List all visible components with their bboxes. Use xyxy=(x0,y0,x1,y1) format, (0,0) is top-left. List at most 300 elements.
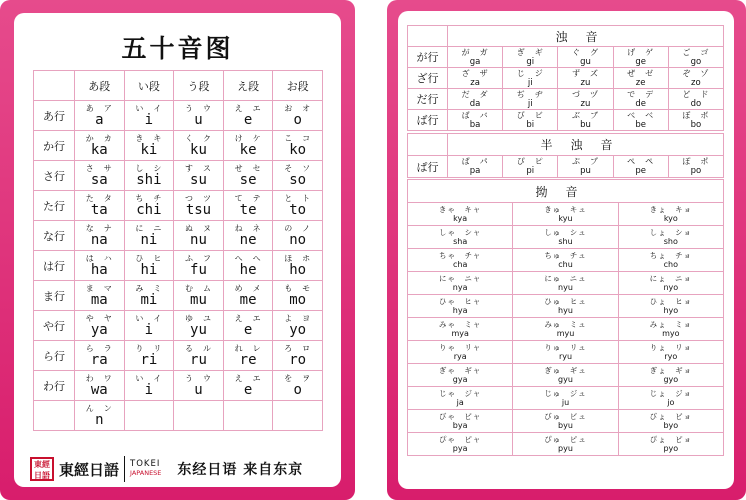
kana-glyphs: で デ xyxy=(627,89,655,99)
seal-char: 語 xyxy=(42,471,50,480)
kana-cell xyxy=(124,311,174,341)
table-row xyxy=(408,410,724,433)
romaji: i xyxy=(144,382,154,398)
kana-cell xyxy=(558,89,613,110)
kana-glyphs: く ク xyxy=(184,134,212,143)
kana-glyphs: ぎゅ ギュ xyxy=(544,365,587,375)
romaji: na xyxy=(90,232,108,248)
kana-glyphs: て テ xyxy=(234,194,262,203)
kana-cell xyxy=(273,311,323,341)
romaji: do xyxy=(690,98,702,109)
romaji: be xyxy=(635,119,646,130)
kana-cell xyxy=(448,156,503,178)
romaji: u xyxy=(194,112,203,128)
romaji: hyu xyxy=(558,305,573,315)
table-row xyxy=(408,272,724,295)
kana-cell xyxy=(618,272,723,295)
kana-glyphs: い イ xyxy=(135,314,163,323)
kana-glyphs: え エ xyxy=(234,374,262,383)
romaji: hya xyxy=(452,305,468,315)
kana-glyphs: す ス xyxy=(184,164,212,173)
row-label: ば行 xyxy=(408,110,448,131)
semi-voiced-table xyxy=(407,133,724,178)
table-row xyxy=(34,311,323,341)
kana-glyphs: な ナ xyxy=(85,224,113,233)
kana-glyphs: も モ xyxy=(284,284,312,293)
romaji: ha xyxy=(90,262,108,278)
romaji: fu xyxy=(190,262,207,278)
kana-cell xyxy=(273,281,323,311)
kana-glyphs: の ノ xyxy=(284,224,312,233)
column-header: お段 xyxy=(273,71,323,101)
kana-cell xyxy=(408,272,513,295)
table-row xyxy=(408,47,724,68)
kana-cell xyxy=(273,401,323,431)
kana-glyphs: え エ xyxy=(234,314,262,323)
kana-glyphs: じゃ ジャ xyxy=(438,388,482,398)
kana-cell xyxy=(273,221,323,251)
romaji: bu xyxy=(580,119,591,130)
romaji: ya xyxy=(90,322,108,338)
kana-cell xyxy=(174,401,224,431)
kana-cell xyxy=(273,131,323,161)
kana-cell xyxy=(503,110,558,131)
romaji: ni xyxy=(140,232,158,248)
romaji: ri xyxy=(140,352,158,368)
kana-cell xyxy=(273,161,323,191)
table-row xyxy=(408,68,724,89)
kana-cell xyxy=(618,318,723,341)
kana-glyphs: ぷ プ xyxy=(571,157,599,166)
romaji: ko xyxy=(289,142,307,158)
section-header-row xyxy=(408,26,724,47)
romaji: su xyxy=(190,172,207,188)
table-row xyxy=(34,191,323,221)
kana-glyphs: ば バ xyxy=(461,110,489,120)
romaji: ra xyxy=(90,352,108,368)
table-row xyxy=(34,101,323,131)
kana-glyphs: ぽ ポ xyxy=(682,157,710,166)
kana-cell xyxy=(75,251,125,281)
kana-glyphs: にょ ニョ xyxy=(649,273,692,283)
romaji: hyo xyxy=(663,305,679,315)
table-row xyxy=(34,341,323,371)
kana-glyphs: じ ジ xyxy=(516,68,544,78)
romaji: ja xyxy=(456,397,464,407)
kana-cell xyxy=(408,226,513,249)
kana-cell xyxy=(223,161,273,191)
kana-glyphs: る ル xyxy=(184,344,212,353)
kana-cell xyxy=(273,371,323,401)
row-label: や行 xyxy=(34,311,75,341)
kana-glyphs: ちょ チョ xyxy=(649,250,692,260)
kana-cell xyxy=(408,410,513,433)
kana-cell xyxy=(75,341,125,371)
kana-cell xyxy=(558,156,613,178)
kana-glyphs: ぞ ゾ xyxy=(682,68,710,78)
brand-name: 東經日語 xyxy=(59,460,120,479)
romaji: kya xyxy=(453,213,468,223)
kana-glyphs: じょ ジョ xyxy=(649,388,692,398)
kana-glyphs: びょ ビョ xyxy=(649,411,693,421)
romaji: yo xyxy=(289,322,307,338)
romaji: u xyxy=(194,382,203,398)
kana-glyphs: ろ ロ xyxy=(284,344,312,353)
romaji: kyo xyxy=(663,213,678,223)
romaji: to xyxy=(289,202,307,218)
kana-cell xyxy=(618,203,723,226)
kana-cell xyxy=(273,251,323,281)
kana-cell xyxy=(618,410,723,433)
romaji: sho xyxy=(663,236,678,246)
kana-cell xyxy=(223,131,273,161)
kana-cell xyxy=(75,101,125,131)
kana-cell xyxy=(618,387,723,410)
kana-cell xyxy=(75,311,125,341)
kana-glyphs: げ ゲ xyxy=(627,47,655,57)
table-row xyxy=(408,226,724,249)
kana-cell xyxy=(174,191,224,221)
romaji: gyo xyxy=(663,374,679,384)
kana-cell xyxy=(75,281,125,311)
kana-glyphs: う ウ xyxy=(184,104,212,113)
kana-cell xyxy=(124,101,174,131)
kana-glyphs: づ ヅ xyxy=(571,89,599,99)
romaji: ma xyxy=(90,292,108,308)
romaji: shi xyxy=(136,172,162,188)
kana-glyphs: り リ xyxy=(135,344,163,353)
kana-glyphs: に ニ xyxy=(135,224,163,233)
table-row xyxy=(34,161,323,191)
kana-glyphs: せ セ xyxy=(234,164,262,173)
kana-cell xyxy=(174,221,224,251)
kana-glyphs: ひ ヒ xyxy=(135,254,163,263)
kana-cell xyxy=(408,364,513,387)
kana-cell xyxy=(223,401,273,431)
kana-glyphs: みゅ ミュ xyxy=(544,319,587,329)
kana-cell xyxy=(124,281,174,311)
kana-cell xyxy=(513,433,618,456)
kana-glyphs: を ヲ xyxy=(284,374,312,383)
romaji: bya xyxy=(452,420,468,430)
kana-glyphs: さ サ xyxy=(85,164,113,173)
romaji: nu xyxy=(190,232,207,248)
kana-cell xyxy=(503,89,558,110)
kana-glyphs: ぜ ゼ xyxy=(627,68,655,78)
kana-glyphs: た タ xyxy=(85,194,113,203)
kana-glyphs: む ム xyxy=(184,284,212,293)
kana-cell xyxy=(618,295,723,318)
kana-cell xyxy=(613,110,668,131)
romaji: he xyxy=(239,262,257,278)
row-label: だ行 xyxy=(408,89,448,110)
kana-cell xyxy=(503,156,558,178)
column-header: あ段 xyxy=(75,71,125,101)
kana-cell xyxy=(668,110,723,131)
kana-glyphs: み ミ xyxy=(135,284,163,293)
romaji: pyu xyxy=(558,443,573,453)
romaji: ka xyxy=(90,142,108,158)
kana-cell xyxy=(408,295,513,318)
romaji: i xyxy=(144,112,154,128)
kana-glyphs: へ へ xyxy=(234,254,262,263)
romaji: ho xyxy=(289,262,307,278)
romaji: gyu xyxy=(558,374,573,384)
romaji: a xyxy=(95,112,104,128)
kana-cell xyxy=(513,410,618,433)
romaji: myo xyxy=(662,328,680,338)
romaji: ba xyxy=(469,119,481,130)
kana-cell xyxy=(174,371,224,401)
romaji: ke xyxy=(239,142,257,158)
kana-cell xyxy=(408,341,513,364)
romaji: ze xyxy=(635,77,646,88)
kana-glyphs: ぬ ヌ xyxy=(184,224,212,233)
romaji: ju xyxy=(561,397,570,407)
romaji: bi xyxy=(526,119,535,130)
seal-char: 東 xyxy=(34,460,42,469)
kana-cell xyxy=(618,249,723,272)
kana-cell xyxy=(513,341,618,364)
kana-cell xyxy=(513,272,618,295)
table-row xyxy=(34,371,323,401)
row-label: ざ行 xyxy=(408,68,448,89)
kana-glyphs: は ハ xyxy=(85,254,113,263)
kana-glyphs: だ ダ xyxy=(461,89,489,99)
brand-english-bottom: JAPANESE xyxy=(130,469,162,477)
romaji: jo xyxy=(667,397,675,407)
romaji: za xyxy=(470,77,480,88)
romaji: rya xyxy=(453,351,467,361)
romaji: nya xyxy=(452,282,468,292)
kana-cell xyxy=(618,364,723,387)
kana-glyphs: つ ツ xyxy=(184,194,212,203)
kana-glyphs: りょ リョ xyxy=(649,342,692,352)
romaji: byo xyxy=(663,420,679,430)
romaji: pa xyxy=(469,166,481,176)
kana-glyphs: こ コ xyxy=(284,134,312,143)
kana-cell xyxy=(124,161,174,191)
kana-cell xyxy=(174,281,224,311)
romaji: bo xyxy=(690,119,702,130)
row-label: は行 xyxy=(34,251,75,281)
romaji: o xyxy=(293,112,302,128)
table-row xyxy=(34,401,323,431)
kana-glyphs: ほ ホ xyxy=(284,254,312,263)
kana-cell xyxy=(668,89,723,110)
logo-block xyxy=(30,452,303,486)
kana-cell xyxy=(223,311,273,341)
yoon-table xyxy=(407,179,724,456)
kana-glyphs: しょ ショ xyxy=(649,227,692,237)
kana-cell xyxy=(503,68,558,89)
romaji: ryo xyxy=(664,351,678,361)
column-header: う段 xyxy=(174,71,224,101)
row-label: わ行 xyxy=(34,371,75,401)
kana-cell xyxy=(223,101,273,131)
kana-glyphs: ゆ ユ xyxy=(184,314,212,323)
kana-glyphs: よ ヨ xyxy=(284,314,312,323)
kana-cell xyxy=(448,110,503,131)
kana-glyphs: ね ネ xyxy=(234,224,262,233)
table-row xyxy=(408,433,724,456)
brand-english-top: TOKEI xyxy=(130,459,161,469)
romaji: cha xyxy=(452,259,468,269)
kana-cell xyxy=(174,101,224,131)
kana-glyphs: か カ xyxy=(85,134,113,143)
kana-cell xyxy=(513,364,618,387)
romaji: so xyxy=(289,172,307,188)
kana-cell xyxy=(558,68,613,89)
table-row xyxy=(408,318,724,341)
row-label: な行 xyxy=(34,221,75,251)
romaji: tsu xyxy=(185,202,212,218)
romaji: cho xyxy=(663,259,679,269)
romaji: zu xyxy=(580,77,591,88)
kana-cell xyxy=(273,191,323,221)
table-row xyxy=(408,110,724,131)
brand-seal-logo xyxy=(30,457,54,481)
kana-cell xyxy=(408,433,513,456)
romaji: yu xyxy=(190,322,207,338)
romaji: de xyxy=(635,98,646,109)
table-row xyxy=(408,295,724,318)
kana-cell xyxy=(124,221,174,251)
kana-glyphs: びゅ ビュ xyxy=(544,411,587,421)
kana-glyphs: ぴょ ピョ xyxy=(649,434,693,444)
kana-cell xyxy=(613,47,668,68)
kana-cell xyxy=(174,161,224,191)
table-row xyxy=(34,221,323,251)
kana-cell xyxy=(223,371,273,401)
kana-cell xyxy=(513,295,618,318)
romaji: e xyxy=(243,322,253,338)
gojuon-table xyxy=(33,70,323,431)
romaji: po xyxy=(690,166,702,176)
kana-glyphs: みょ ミョ xyxy=(649,319,692,329)
table-row xyxy=(408,387,724,410)
kana-glyphs: ご ゴ xyxy=(682,47,710,57)
row-label: た行 xyxy=(34,191,75,221)
romaji: e xyxy=(243,382,253,398)
kana-glyphs: ぐ グ xyxy=(571,47,599,57)
kana-cell xyxy=(613,156,668,178)
right-card xyxy=(387,0,746,500)
kana-glyphs: びゃ ビャ xyxy=(438,411,482,421)
seal-char: 經 xyxy=(42,460,50,469)
kana-cell xyxy=(124,371,174,401)
kana-cell xyxy=(174,311,224,341)
table-row xyxy=(408,364,724,387)
kana-glyphs: け ケ xyxy=(234,134,262,143)
kana-glyphs: ぎょ ギョ xyxy=(649,365,693,375)
romaji: pi xyxy=(526,166,535,176)
romaji: ne xyxy=(239,232,257,248)
kana-cell xyxy=(75,131,125,161)
kana-cell xyxy=(75,401,125,431)
row-label: か行 xyxy=(34,131,75,161)
kana-cell xyxy=(668,47,723,68)
kana-glyphs: ざ ザ xyxy=(461,68,489,78)
kana-glyphs: ら ラ xyxy=(85,344,113,353)
slogan: 东经日语 来自东京 xyxy=(177,462,304,478)
kana-cell xyxy=(618,226,723,249)
kana-cell xyxy=(618,433,723,456)
kana-glyphs: ず ズ xyxy=(571,68,599,78)
romaji: gu xyxy=(580,56,591,67)
row-label: あ行 xyxy=(34,101,75,131)
corner-cell xyxy=(408,134,448,156)
kana-glyphs: い イ xyxy=(135,374,163,383)
romaji: ryu xyxy=(558,351,573,361)
romaji: hi xyxy=(140,262,158,278)
column-header: い段 xyxy=(124,71,174,101)
table-row xyxy=(408,249,724,272)
seal-char: 日 xyxy=(34,471,42,480)
kana-cell xyxy=(503,47,558,68)
kana-cell xyxy=(613,68,668,89)
romaji: ji xyxy=(527,98,533,109)
row-label: ま行 xyxy=(34,281,75,311)
kana-glyphs: きゃ キャ xyxy=(438,204,482,214)
romaji: gya xyxy=(452,374,468,384)
kana-cell xyxy=(273,101,323,131)
kana-glyphs: う ウ xyxy=(184,374,212,383)
romaji: byu xyxy=(558,420,573,430)
romaji: e xyxy=(243,112,253,128)
kana-cell xyxy=(513,203,618,226)
romaji: zu xyxy=(580,98,591,109)
romaji: no xyxy=(289,232,307,248)
romaji: ru xyxy=(190,352,207,368)
section-header-row xyxy=(408,180,724,203)
row-label xyxy=(34,401,75,431)
kana-glyphs: が ガ xyxy=(461,47,489,57)
kana-cell xyxy=(223,191,273,221)
table-row xyxy=(34,281,323,311)
kana-glyphs: ぼ ボ xyxy=(682,110,710,120)
kana-cell xyxy=(618,341,723,364)
left-card xyxy=(0,0,355,500)
kana-cell xyxy=(174,251,224,281)
header-row xyxy=(34,71,323,101)
row-label: が行 xyxy=(408,47,448,68)
kana-cell xyxy=(124,251,174,281)
kana-glyphs: ひゃ ヒャ xyxy=(438,296,482,306)
kana-cell xyxy=(75,221,125,251)
romaji: ro xyxy=(289,352,307,368)
kana-cell xyxy=(124,131,174,161)
romaji: zo xyxy=(691,77,701,88)
romaji: chi xyxy=(136,202,162,218)
kana-glyphs: れ レ xyxy=(234,344,262,353)
kana-cell xyxy=(124,191,174,221)
romaji: myu xyxy=(556,328,575,338)
page-title: 五十音图 xyxy=(121,34,234,63)
kana-cell xyxy=(408,203,513,226)
brand-english xyxy=(130,460,161,478)
kana-glyphs: じゅ ジュ xyxy=(544,388,587,398)
kana-glyphs: え エ xyxy=(234,104,262,113)
kana-glyphs: ぴ ピ xyxy=(516,157,544,166)
kana-glyphs: しゃ シャ xyxy=(438,227,482,237)
romaji: sa xyxy=(90,172,108,188)
table-row xyxy=(34,251,323,281)
romaji: kyu xyxy=(558,213,573,223)
kana-glyphs: ぱ パ xyxy=(461,157,489,166)
kana-glyphs: ひょ ヒョ xyxy=(649,296,693,306)
romaji: te xyxy=(239,202,257,218)
